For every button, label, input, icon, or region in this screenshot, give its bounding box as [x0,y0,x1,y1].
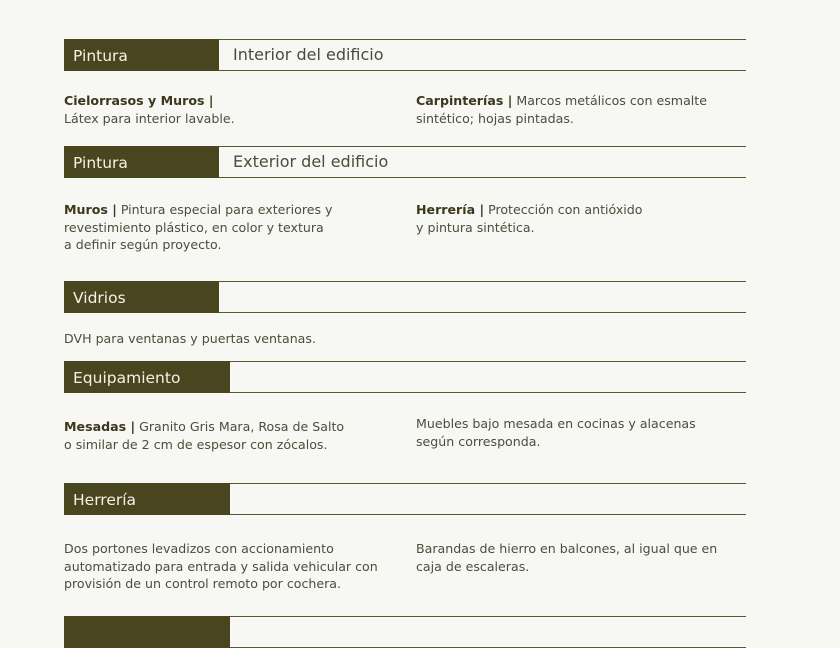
text-column-left [64,92,235,127]
text-column-right [416,415,696,450]
item-heading: Herrería | [416,202,485,217]
text-column-right [416,540,717,575]
item-text: a definir según proyecto. [64,237,222,252]
section-header-bar [64,39,746,71]
item-heading: Muros | [64,202,117,217]
text-column-left [64,540,378,593]
section-subtitle: Exterior del edificio [233,152,389,171]
item-text: o similar de 2 cm de espesor con zócalos. [64,436,328,452]
item-heading: Mesadas | [64,419,136,434]
item-heading: Carpinterías | [416,93,513,108]
section-title: Pintura [64,146,219,178]
text-column-left [64,330,316,348]
item-text: Marcos metálicos con esmalte [512,93,707,108]
item-text: Látex para interior lavable. [64,110,235,126]
item-text: según corresponda. [416,433,541,449]
item-text: automatizado para entrada y salida vehicular con [64,558,378,574]
section-header-bar [64,361,746,393]
section-pintura-interior [64,39,746,71]
item-text: provisión de un control remoto por cochera. [64,576,342,591]
text-column-right [416,92,707,127]
item-text: Barandas de hierro en balcones, al igual que en [416,541,718,556]
text-column-left [64,201,332,254]
section-title: Herrería [64,483,230,515]
item-heading: Cielorrasos y Muros | [64,93,214,108]
item-text: Pintura especial para exteriores y [116,202,333,217]
item-text: sintético; hojas pintadas. [416,110,574,126]
section-header-bar [64,146,746,178]
item-text: y pintura sintética. [416,219,535,235]
section-pintura-exterior [64,146,746,178]
section-title: Equipamiento [64,361,230,393]
item-text: Granito Gris Mara, Rosa de Salto [135,419,345,434]
section-title-block [64,616,230,648]
section-herreria [64,483,746,515]
item-text: DVH para ventanas y puertas ventanas. [64,331,316,346]
section-header-bar [64,281,746,313]
item-text: revestimiento plástico, en color y textura [64,219,324,235]
item-text: Muebles bajo mesada en cocinas y alacenas [416,416,696,431]
item-text: Protección con antióxido [484,202,643,217]
section-vidrios [64,281,746,313]
section-subtitle: Interior del edificio [233,45,384,64]
text-column-left [64,418,344,453]
section-title: Vidrios [64,281,219,313]
section-next-partial [64,616,746,648]
item-text: caja de escaleras. [416,558,530,574]
section-equipamiento [64,361,746,393]
text-column-right [416,201,643,236]
section-header-bar [64,616,746,648]
section-title: Pintura [64,39,219,71]
item-text: Dos portones levadizos con accionamiento [64,541,334,556]
section-header-bar [64,483,746,515]
